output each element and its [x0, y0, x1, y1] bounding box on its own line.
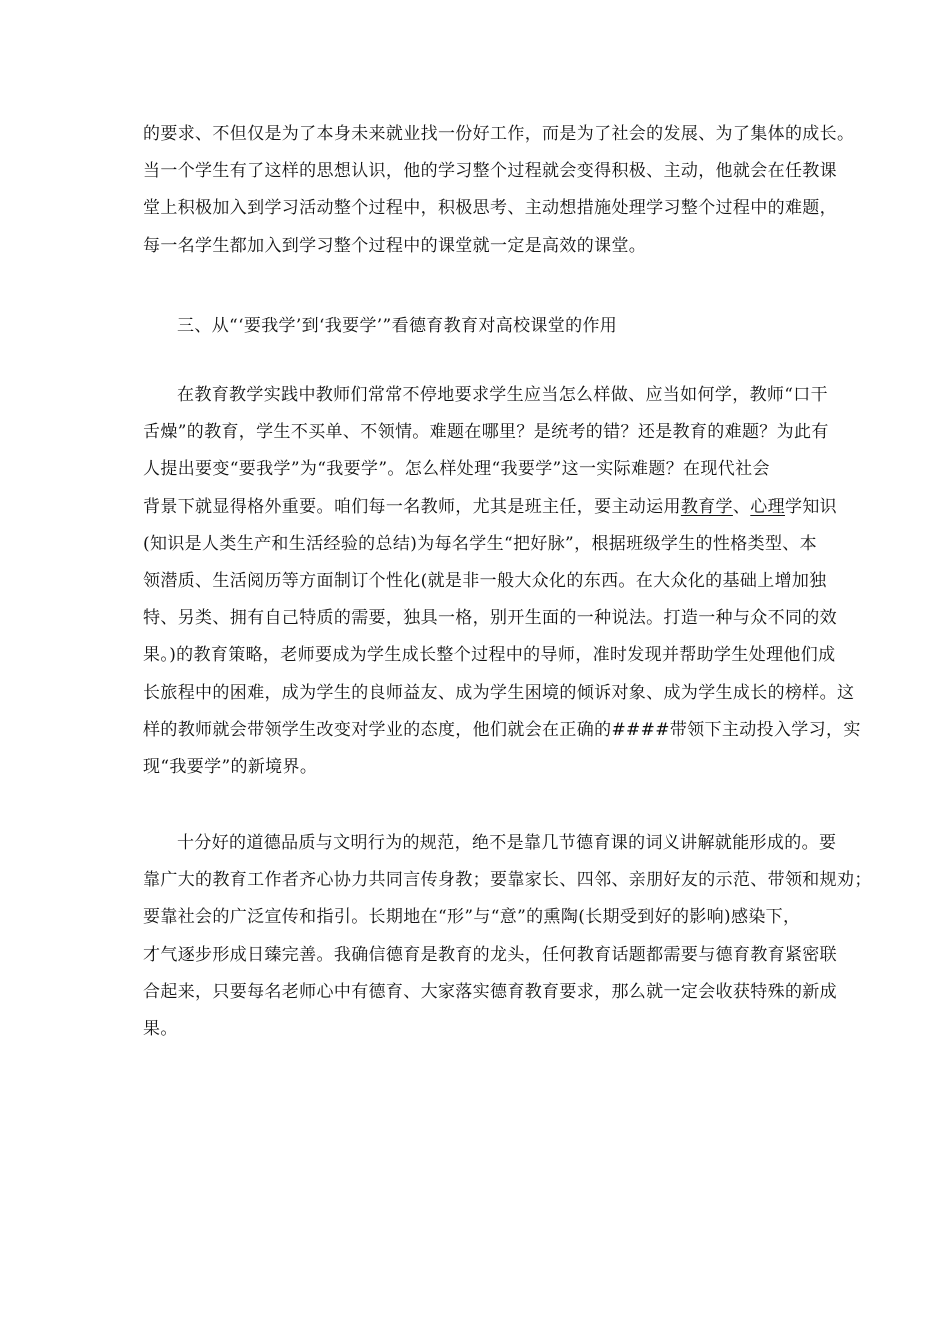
- paragraph-3-line-1-text: 十分好的道德品质与文明行为的规范，绝不是靠几节德育课的词义讲解就能形成的。要: [177, 833, 837, 853]
- paragraph-2-line-4-separator: 、: [732, 496, 751, 517]
- paragraph-3-line-1: [143, 825, 837, 862]
- paragraph-1: [143, 116, 855, 265]
- paragraph-2-line-7: 特、另类、拥有自己特质的需要，独具一格，别开生面的一种说法。打造一种与众不同的效: [143, 608, 837, 629]
- paragraph-2-line-4-text-before: 背景下就显得格外重要。咱们每一名教师，尤其是班主任，要主动运用: [143, 496, 681, 517]
- paragraph-3-line-2: 靠广大的教育工作者齐心协力共同言传身教；要靠家长、四邻、亲朋好友的示范、带领和规劝；: [143, 870, 872, 891]
- paragraph-2-line-11: 现“我要学”的新境界。: [143, 757, 318, 778]
- paragraph-2-line-4: [143, 489, 838, 526]
- paragraph-2-line-1-text: 在教育教学实践中教师们常常不停地要求学生应当怎么样做、应当如何学，教师“口干: [177, 385, 828, 405]
- paragraph-2-line-4-text-after: 学知识: [784, 496, 838, 517]
- paragraph-2-line-8: 果。)的教育策略，老师要成为学生成长整个过程中的导师，准时发现并帮助学生处理他们成: [143, 645, 836, 666]
- paragraph-3-line-6: 果。: [143, 1019, 178, 1040]
- paragraph-3: [143, 825, 872, 1048]
- paragraph-1-line-4: 每一名学生都加入到学习整个过程中的课堂就一定是高效的课堂。: [143, 235, 647, 256]
- paragraph-3-line-5: 合起来，只要每名老师心中有德育、大家落实德育教育要求，那么就一定会收获特殊的新成: [143, 981, 837, 1002]
- paragraph-2-line-1: [143, 377, 828, 414]
- pedagogy-link[interactable]: 教育学: [680, 496, 733, 517]
- paragraph-1-line-2: 当一个学生有了这样的思想认识，他的学习整个过程就会变得积极、主动，他就会在任教课: [143, 161, 837, 182]
- paragraph-2-line-5: (知识是人类生产和生活经验的总结)为每名学生“把好脉”，根据班级学生的性格类型、本: [143, 533, 817, 554]
- section-heading: 三、从“‘要我学’到‘我要学’”看德育教育对高校课堂的作用: [177, 316, 618, 336]
- paragraph-1-line-1: 的要求、不但仅是为了本身未来就业找一份好工作，而是为了社会的发展、为了集体的成长。: [143, 124, 855, 144]
- psychology-link[interactable]: 心理: [750, 496, 785, 517]
- paragraph-3-line-3: 要靠社会的广泛宣传和指引。长期地在“形”与“意”的熏陶(长期受到好的影响)感染下，: [143, 907, 801, 928]
- paragraph-2-line-3: 人提出要变“要我学”为“我要学”。怎么样处理“我要学”这一实际难题？在现代社会: [143, 459, 770, 480]
- paragraph-2: [143, 377, 861, 786]
- paragraph-2-line-9: 长旅程中的困难，成为学生的良师益友、成为学生困境的倾诉对象、成为学生成长的榜样。这: [143, 682, 855, 703]
- paragraph-1-line-3: 堂上积极加入到学习活动整个过程中，积极思考、主动想措施处理学习整个过程中的难题，: [143, 198, 837, 219]
- paragraph-2-line-6: 领潜质、生活阅历等方面制订个性化(就是非一般大众化的东西。在大众化的基础上增加独: [143, 571, 827, 592]
- paragraph-2-line-10: 样的教师就会带领学生改变对学业的态度，他们就会在正确的####带领下主动投入学习，实: [143, 719, 861, 740]
- paragraph-2-line-2: 舌燥”的教育，学生不买单、不领情。难题在哪里？是统考的错？还是教育的难题？为此有: [143, 422, 829, 443]
- paragraph-3-line-4: 才气逐步形成日臻完善。我确信德育是教育的龙头，任何教育话题都需要与德育教育紧密联: [143, 944, 837, 965]
